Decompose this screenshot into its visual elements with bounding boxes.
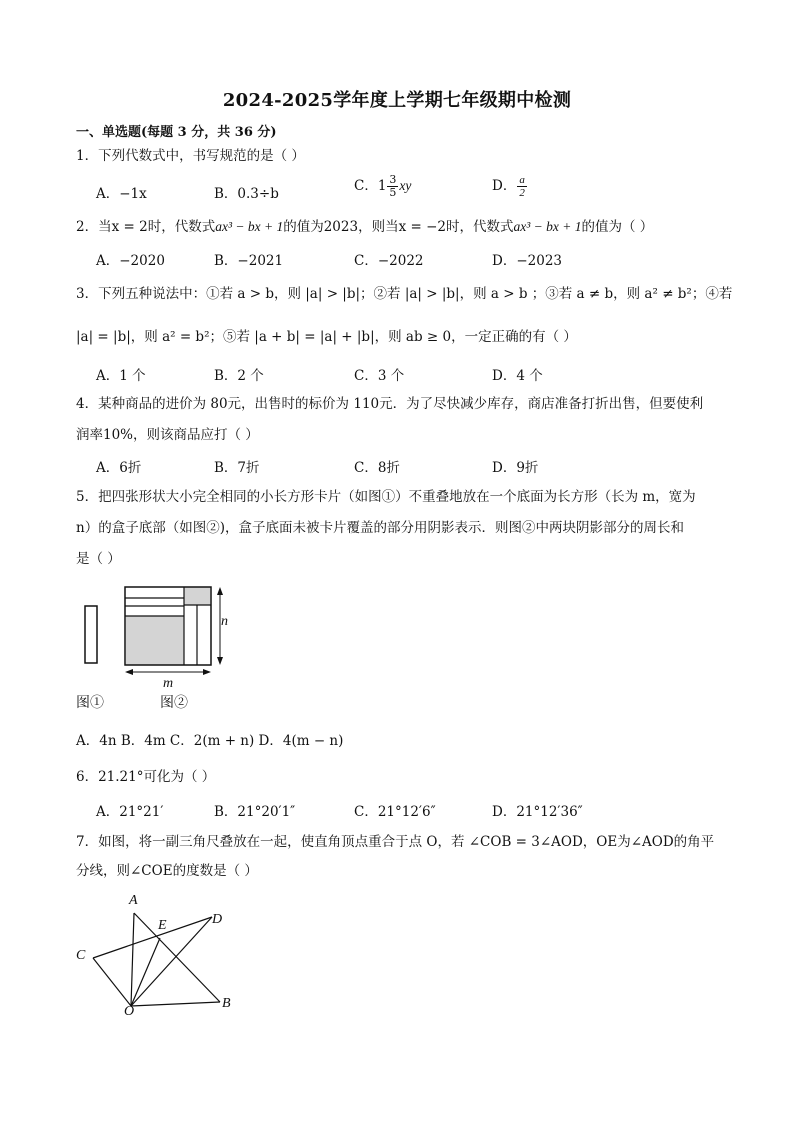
- q2-option-a: A．−2020: [96, 253, 165, 269]
- q2-option-b: B．−2021: [214, 253, 284, 269]
- question-1-stem: 1．下列代数式中，书写规范的是（ ）: [76, 148, 305, 164]
- question-7-line-2: 分线，则∠COE的度数是（ ）: [76, 863, 258, 879]
- q3-option-c: C．3 个: [354, 368, 405, 384]
- q3-option-d: D．4 个: [492, 368, 543, 384]
- page-title: 2024-2025学年度上学期七年级期中检测: [222, 90, 572, 111]
- segment-oe: [131, 938, 160, 1006]
- question-4-line-2: 润率10%，则该商品应打（ ）: [76, 427, 259, 443]
- question-5-options: A．4n B．4m C．2(m + n) D．4(m − n): [76, 733, 344, 749]
- dimension-n-label: n: [221, 614, 228, 629]
- q2-option-d: D．−2023: [492, 253, 562, 269]
- q1-option-c: C．1 $\frac{3}{5}$ xy: [354, 173, 412, 199]
- q1-option-b: B．0.3÷b: [214, 186, 279, 202]
- figure-2-caption: 图②: [160, 695, 188, 711]
- q6-option-a: A．21°21′: [96, 804, 164, 820]
- q2-option-c: C．−2022: [354, 253, 424, 269]
- question-5-line-3: 是（ ）: [76, 551, 121, 567]
- question-5-line-1: 5．把四张形状大小完全相同的小长方形卡片（如图①）不重叠地放在一个底面为长方形（长为 m，宽为: [76, 489, 696, 505]
- figure-1-caption: 图①: [76, 695, 104, 711]
- q6-option-c: C．21°12′6″: [354, 804, 436, 820]
- point-b-label: B: [222, 996, 231, 1011]
- q4-option-d: D．9折: [492, 460, 539, 476]
- q6-option-d: D．21°12′36″: [492, 804, 583, 820]
- point-c-label: C: [76, 948, 86, 963]
- q4-option-b: B．7折: [214, 460, 260, 476]
- question-3-line-1: 3．下列五种说法中：①若 a > b，则 |a| > |b|；②若 |a| > |b|，则 a > b ；③若 a ≠ b，则 a² ≠ b²；④若: [76, 286, 733, 302]
- q4-option-a: A．6折: [96, 460, 142, 476]
- section-heading: 一、单选题(每题 3 分，共 36 分): [76, 125, 277, 140]
- q6-option-b: B．21°20′1″: [214, 804, 296, 820]
- question-4-line-1: 4．某种商品的进价为 80元，出售时的标价为 110元．为了尽快减少库存，商店准备打折出售，但要使利: [76, 396, 704, 412]
- q3-option-b: B．2 个: [214, 368, 264, 384]
- dimension-m-label: m: [163, 676, 174, 691]
- point-a-label: A: [129, 893, 138, 908]
- q3-option-a: A．1 个: [96, 368, 146, 384]
- segment-oa: [131, 913, 134, 1006]
- point-d-label: D: [212, 912, 223, 927]
- question-6-stem: 6．21.21°可化为（ ）: [76, 769, 216, 785]
- q1-option-d: D． $\frac{a}{2}$: [492, 174, 525, 199]
- question-2-stem: 2．当x = 2时，代数式ax³ − bx + 1的值为2023，则当x = −2时，代数式ax³ − bx + 1的值为（ ）: [76, 219, 654, 235]
- q4-option-c: C．8折: [354, 460, 400, 476]
- segment-ob: [131, 1002, 220, 1006]
- segment-co: [93, 958, 131, 1006]
- question-3-line-2: |a| = |b|，则 a² = b²；⑤若 |a + b| = |a| + |b|，则 ab ≥ 0，一定正确的有（ ）: [76, 329, 577, 345]
- q1-option-a: A．−1x: [96, 186, 147, 202]
- question-7-line-1: 7．如图，将一副三角尺叠放在一起，使直角顶点重合于点 O，若 ∠COB = 3∠AOD，OE为∠AOD的角平: [76, 834, 715, 850]
- point-e-label: E: [158, 918, 167, 933]
- question-5-line-2: n）的盒子底部（如图②)，盒子底面未被卡片覆盖的部分用阴影表示．则图②中两块阴影部分的周长和: [76, 520, 684, 536]
- point-o-label: O: [124, 1004, 135, 1019]
